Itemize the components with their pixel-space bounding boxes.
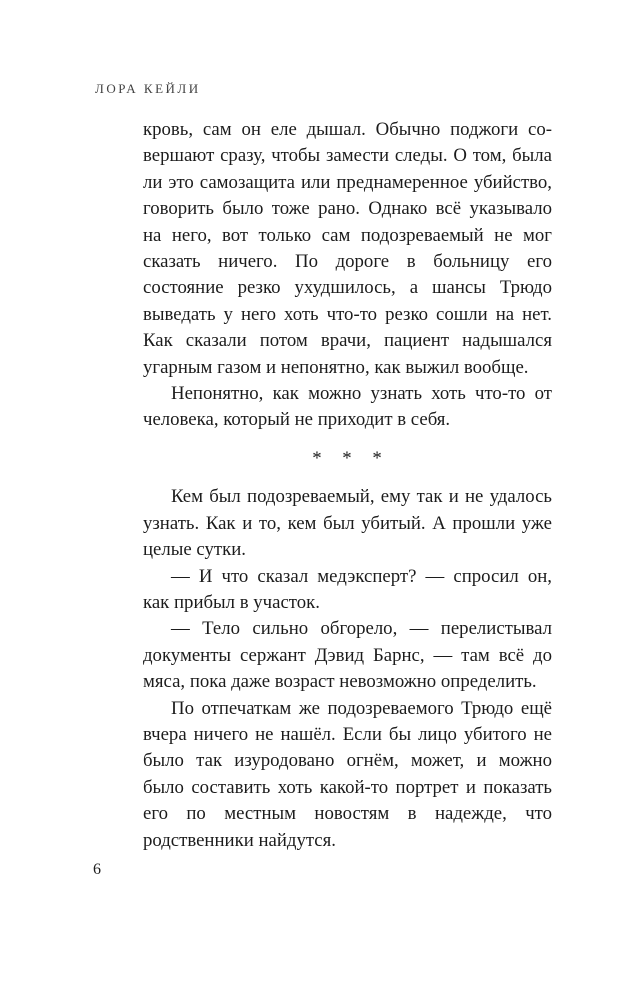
section-separator: * * * bbox=[312, 447, 383, 469]
paragraph-dialogue: — И что сказал медэксперт? — спросил он, как прибыл в участок. bbox=[143, 565, 552, 613]
paragraph: кровь, сам он еле дышал. Обычно поджоги совершают сразу, чтобы замести следы. О том, была ли это самозащита или преднамеренное убийство, говорить было тоже рано. Однако всё указывало на него, вот только сам подозреваемый не мог сказать ничего. По дороге в больницу его состояние резко ухудшилось, а шансы Трюдо выведать у него хоть что-то резко сошли на нет. Как сказали потом врачи, пациент надышался угарным газом и непонятно, как выжил вообще. bbox=[143, 119, 552, 378]
paragraph-dialogue: — Тело сильно обгорело, — перелистывал документы сержант Дэвид Барнс, — там всё до мяса, пока даже возраст невозможно определить. bbox=[143, 618, 552, 693]
body-text bbox=[143, 117, 552, 854]
paragraph: Непонятно, как можно узнать хоть что-то от человека, который не приходит в себя. bbox=[143, 383, 552, 431]
page-number: 6 bbox=[93, 861, 101, 878]
running-header-author: ЛОРА КЕЙЛИ bbox=[95, 81, 201, 96]
paragraph: Кем был подозреваемый, ему так и не удалось узнать. Как и то, кем был убитый. А прошли уже целые сутки. bbox=[143, 486, 552, 561]
paragraph: По отпечаткам же подозреваемого Трюдо ещё вчера ничего не нашёл. Если бы лицо убитого не было так изуродовано огнём, может, и можно было составить хоть какой-то портрет и показать его по местным новостям в надежде, что родственники найдутся. bbox=[143, 697, 552, 851]
